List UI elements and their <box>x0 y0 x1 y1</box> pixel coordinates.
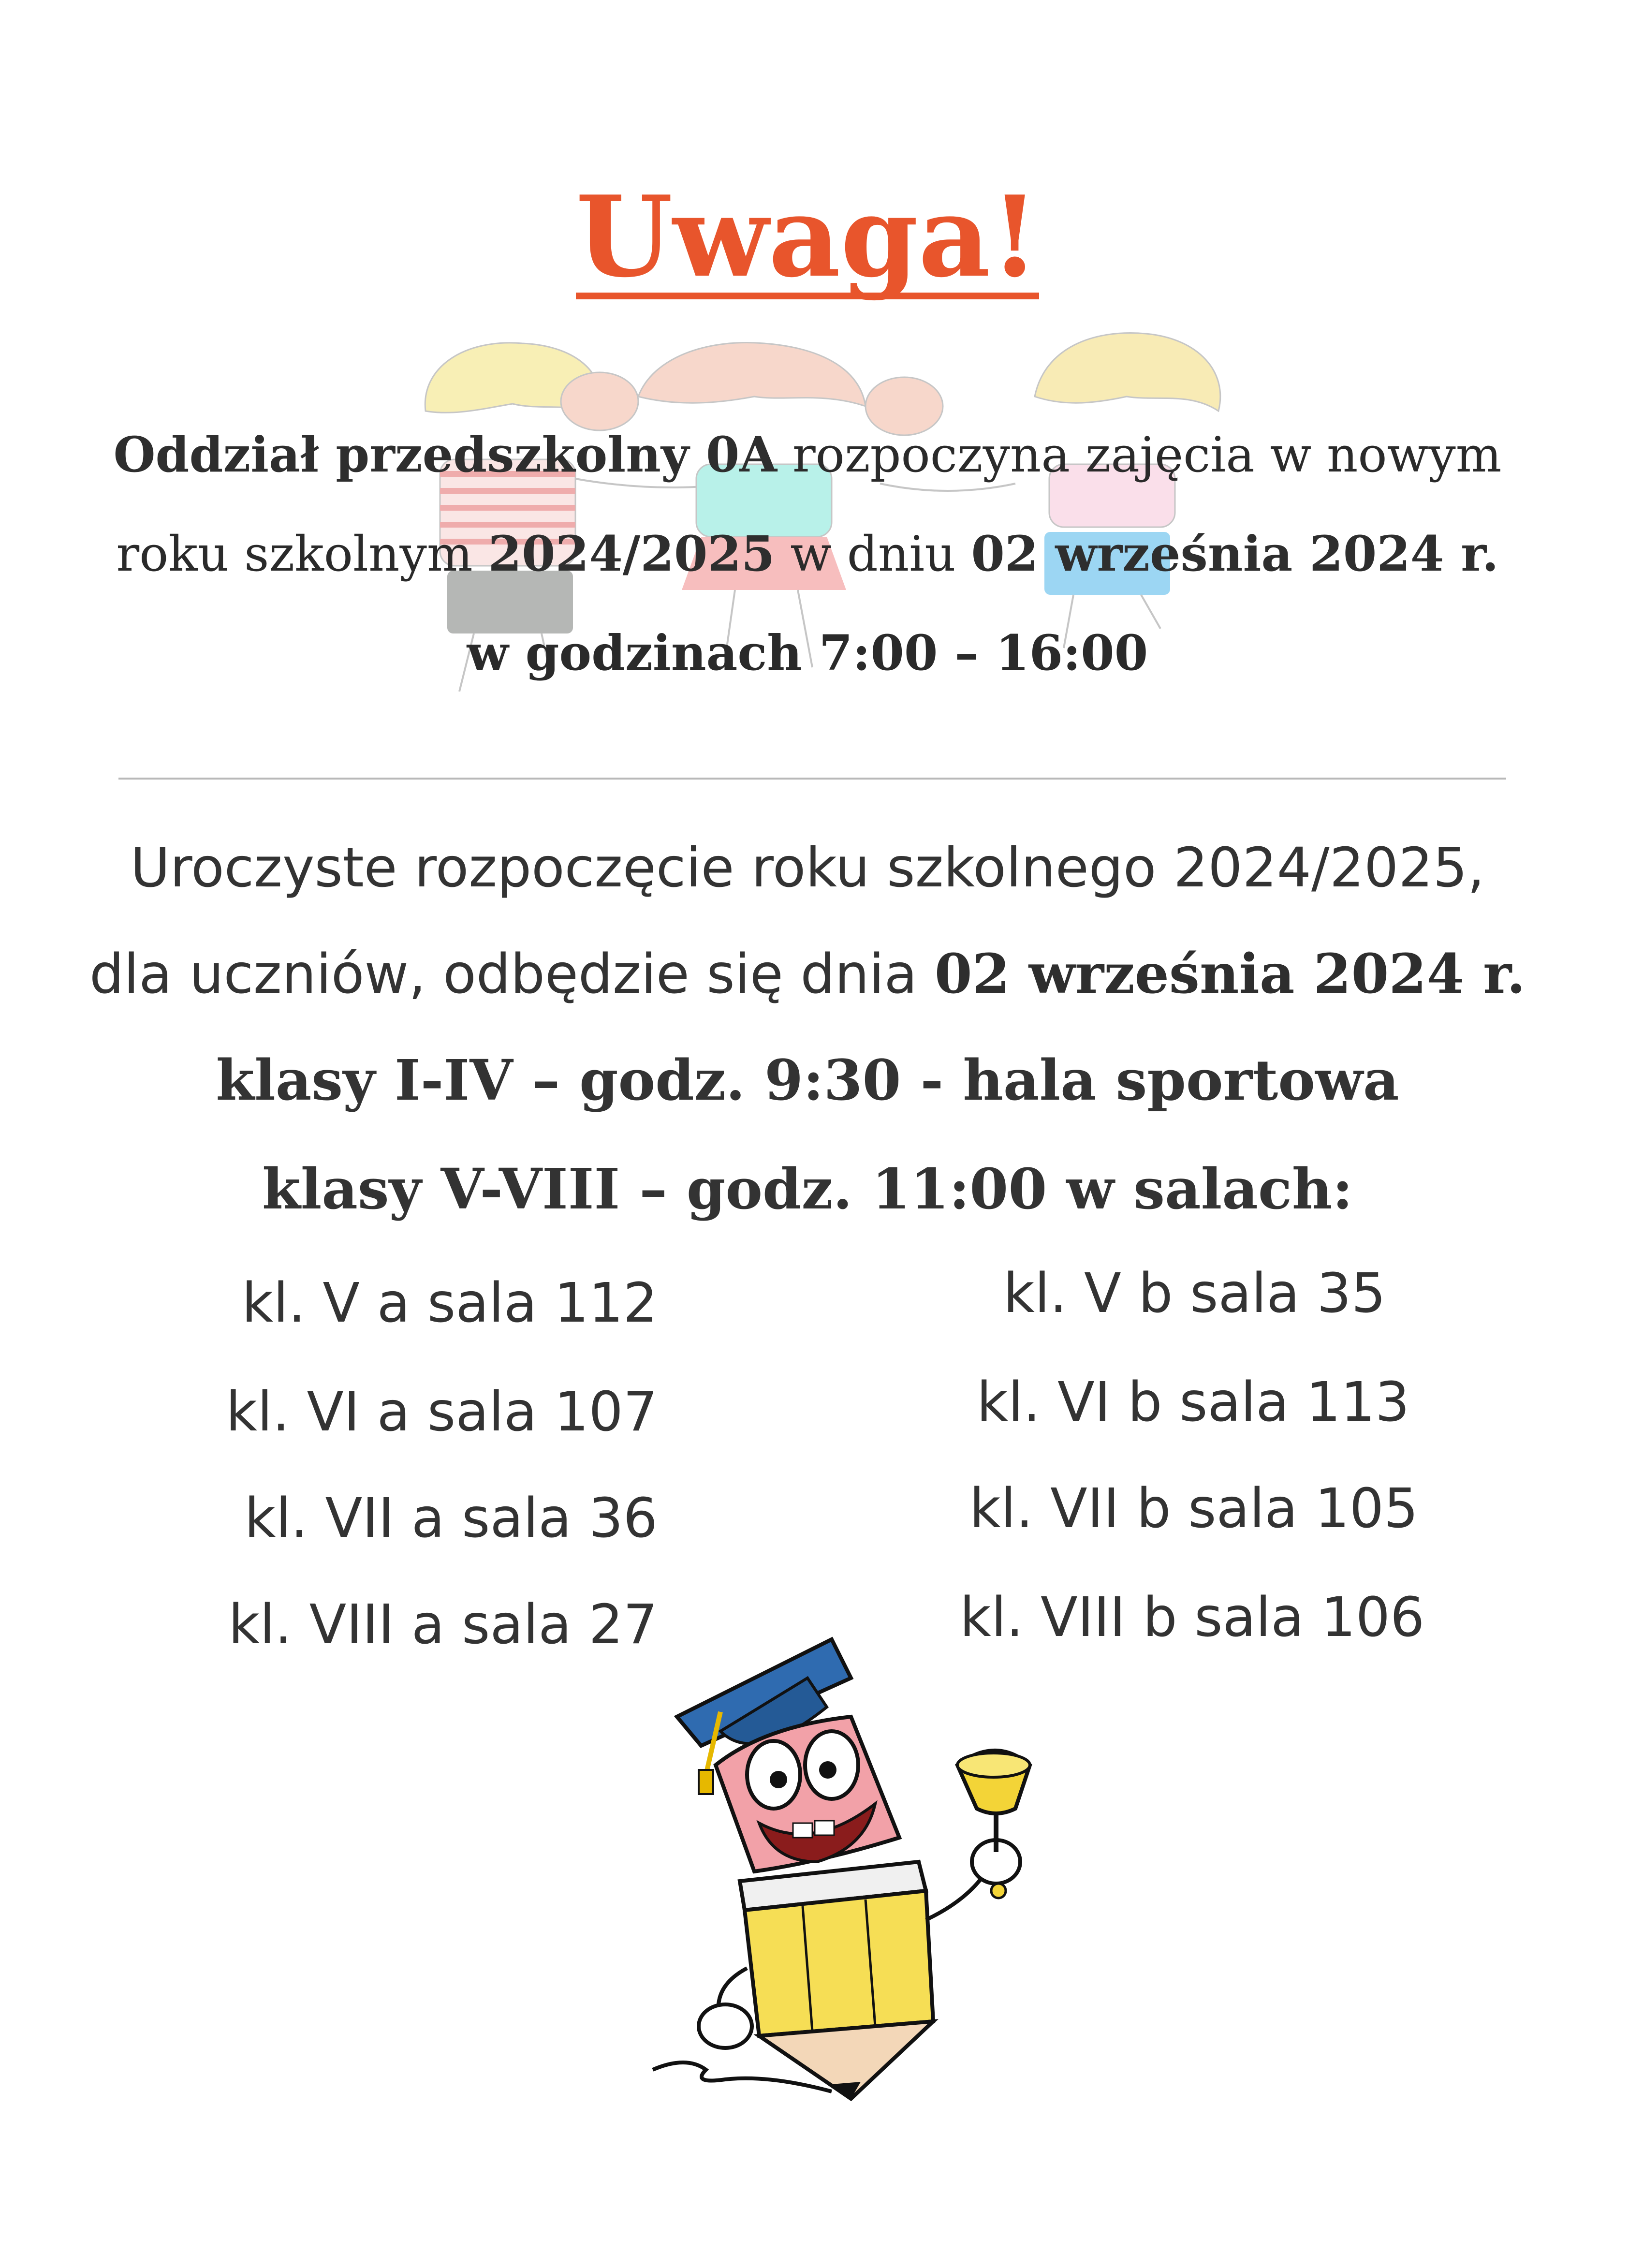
room-right-2: kl. VI b sala 113 <box>977 1371 1410 1434</box>
room-right-1: kl. V b sala 35 <box>1003 1262 1386 1325</box>
preschool-unit: Oddział przedszkolny 0A <box>113 426 777 483</box>
ceremony-line-2: dla uczniów, odbędzie się dnia 02 września 2024 r. <box>89 943 1526 1006</box>
room-left-4: kl. VIII a sala 27 <box>228 1593 658 1656</box>
preschool-line-2: roku szkolnym 2024/2025 w dniu 02 września 2024 r. <box>116 525 1499 582</box>
ceremony-date: 02 września 2024 r. <box>934 943 1526 1006</box>
room-left-1: kl. V a sala 112 <box>242 1272 658 1335</box>
pencil-mascot-illustration <box>648 1620 1064 2113</box>
preschool-line-1: Oddział przedszkolny 0A rozpoczyna zajęcia w nowym <box>113 426 1502 483</box>
preschool-hours: w godzinach 7:00 – 16:00 <box>467 624 1148 681</box>
start-date: 02 września 2024 r. <box>971 525 1499 582</box>
ceremony-line-1: Uroczyste rozpoczęcie roku szkolnego 2024/2025, <box>130 837 1485 899</box>
room-left-2: kl. VI a sala 107 <box>226 1381 658 1443</box>
room-right-4: kl. VIII b sala 106 <box>960 1586 1425 1649</box>
ceremony-grades-1-4: klasy I-IV – godz. 9:30 - hala sportowa <box>216 1048 1399 1113</box>
room-left-3: kl. VII a sala 36 <box>244 1487 658 1550</box>
page-title: Uwaga! <box>575 172 1040 302</box>
room-right-3: kl. VII b sala 105 <box>969 1477 1419 1540</box>
school-year: 2024/2025 <box>488 525 775 582</box>
ceremony-grades-5-8: klasy V-VIII – godz. 11:00 w salach: <box>262 1157 1353 1222</box>
section-divider <box>118 778 1506 780</box>
